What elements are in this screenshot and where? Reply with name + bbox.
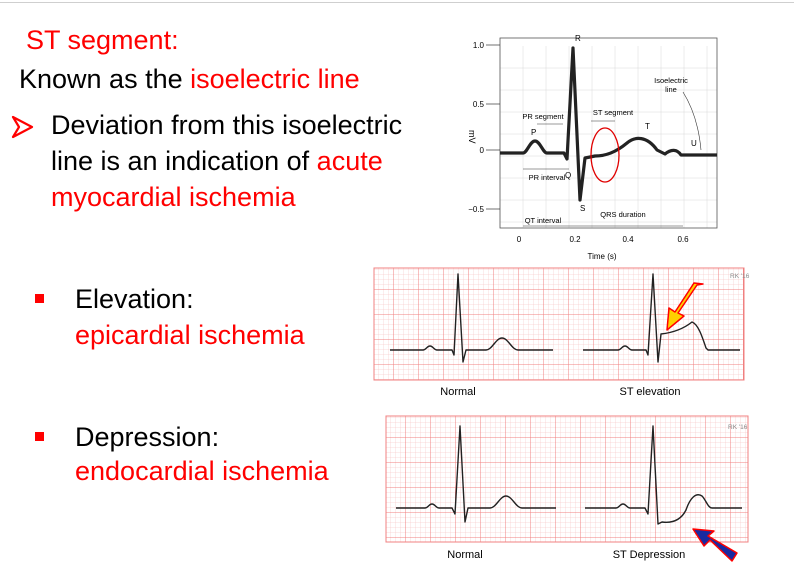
ecg-grid [386,416,748,542]
pr-interval-label: PR interval [528,173,566,182]
arrow-bullet-icon [10,114,36,140]
st-elevation-strip [368,264,762,402]
st-elevation-caption: ST elevation [619,386,681,398]
elevation-label: Elevation: [75,284,194,314]
y-tick-label: −0.5 [468,205,484,214]
deviation-line-3: myocardial ischemia [51,182,296,212]
known-as-text: Known as the [19,64,191,94]
known-as-line [19,64,360,95]
isoelectric-line-highlight: isoelectric line [190,64,360,94]
st-depression-strip [380,412,774,568]
slide-title: ST segment: [26,25,179,55]
strip-watermark: RK '16 [728,424,748,431]
deviation-line-1: Deviation from this isoelectric [51,110,403,140]
acute-highlight: acute [316,146,383,176]
square-bullet-icon [35,294,44,303]
normal-caption: Normal [447,549,483,561]
y-tick-label: 1.0 [472,41,484,50]
st-depression-caption: ST Depression [612,549,686,561]
pr-segment-label: PR segment [522,112,564,121]
isoelectric-label-2: line [665,85,677,94]
x-tick-label: 0.6 [677,235,689,244]
y-tick-label: 0 [479,146,484,155]
deviation-line-2-text: line is an indication of [51,146,317,176]
wave-label-p: P [531,128,537,137]
depression-detail: endocardial ischemia [75,456,329,486]
deviation-line-2 [51,146,383,177]
normal-caption: Normal [440,386,476,398]
diagram-grid [500,46,717,228]
strip-watermark: RK '16 [730,273,750,280]
wave-label-s: S [580,204,586,213]
st-segment-label: ST segment [592,108,634,117]
wave-label-u: U [691,139,697,148]
depression-label: Depression: [75,422,220,452]
wave-label-t: T [645,122,650,131]
x-tick-label: 0 [516,235,522,244]
x-tick-label: 0.4 [622,235,634,244]
ecg-waveform-diagram [455,28,730,268]
wave-label-r: R [575,34,581,43]
x-axis-label: Time (s) [587,252,617,261]
x-tick-label: 0.2 [569,235,581,244]
slide-top-border [0,2,794,3]
y-tick-label: 0.5 [472,100,484,109]
isoelectric-label-1: Isoelectric [654,76,688,85]
y-axis-label: mV [467,130,477,144]
square-bullet-icon [35,432,44,441]
elevation-detail: epicardial ischemia [75,320,305,350]
qrs-duration-label: QRS duration [600,210,646,219]
qt-interval-label: QT interval [524,216,562,225]
wave-label-q: Q [565,171,572,180]
